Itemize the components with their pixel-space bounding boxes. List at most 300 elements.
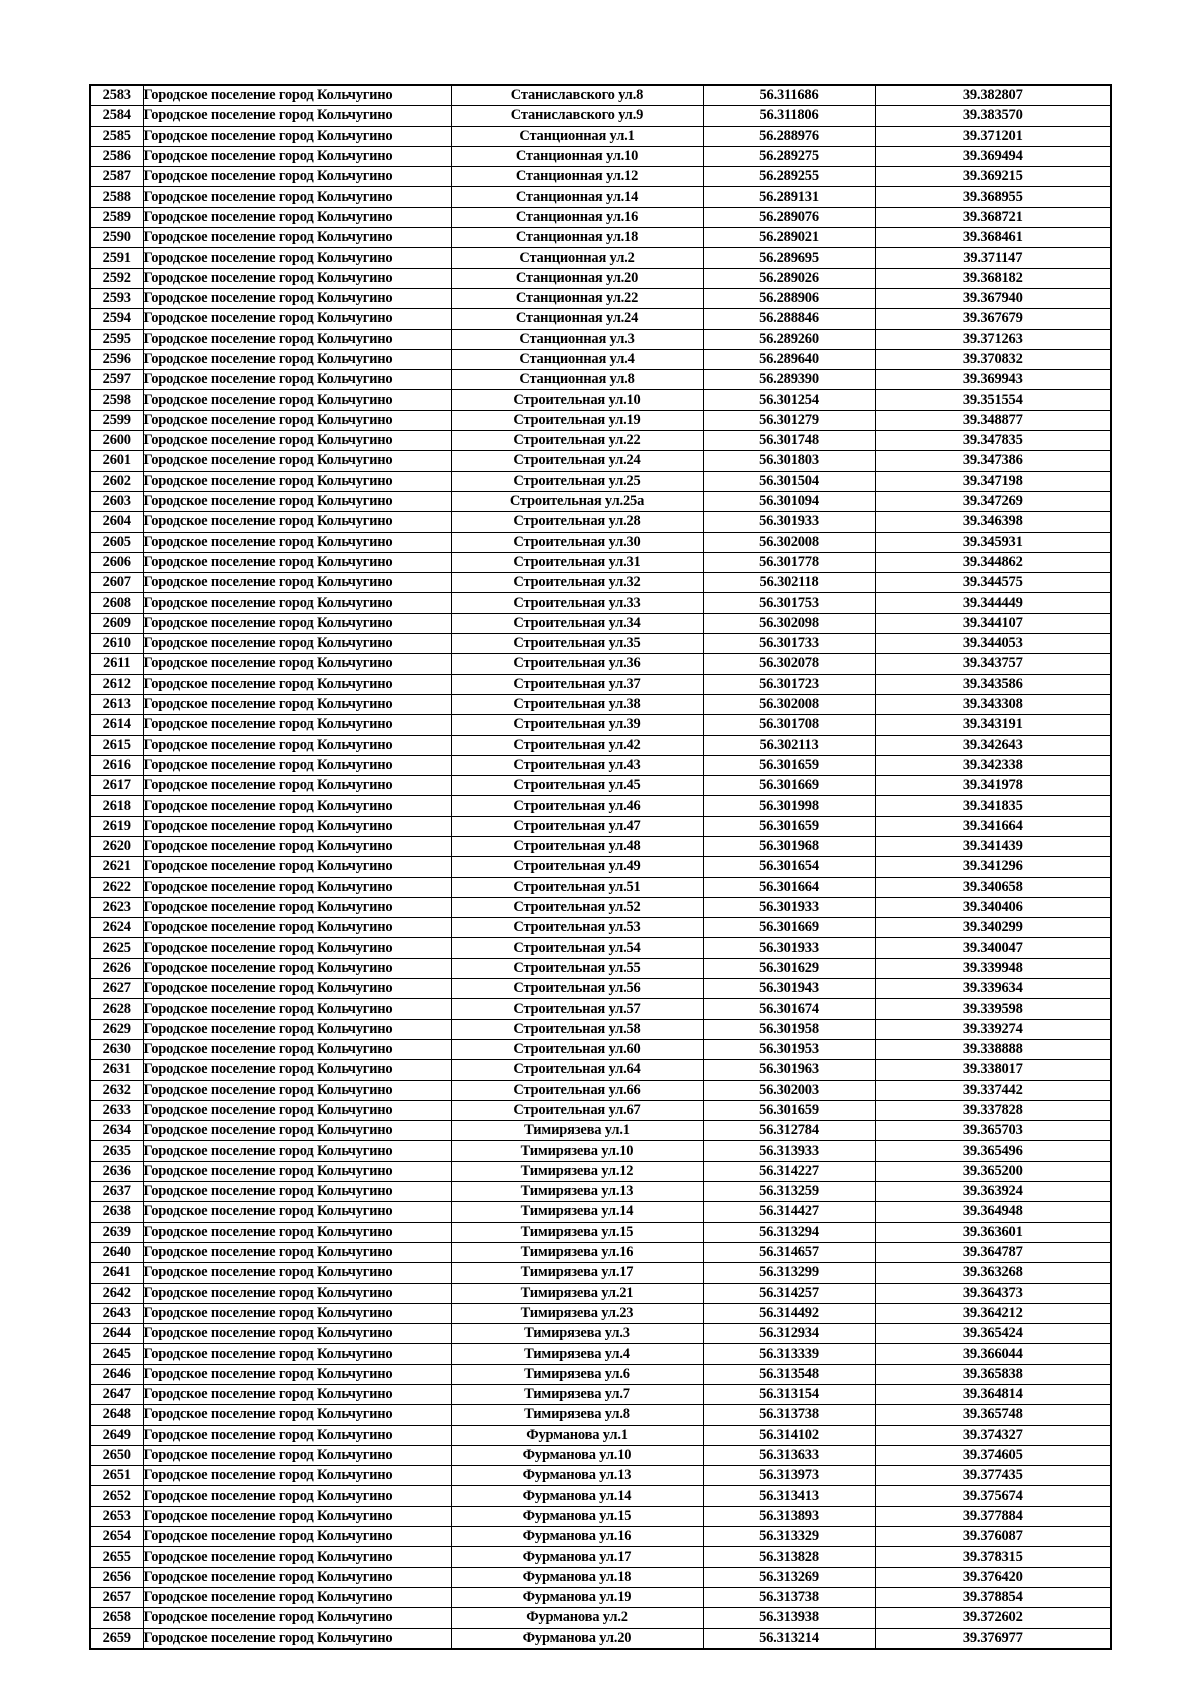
- longitude-cell: 39.341296: [875, 857, 1111, 877]
- table-row: [90, 634, 1111, 654]
- longitude-cell: 39.365748: [875, 1405, 1111, 1425]
- address-cell: Фурманова ул.16: [451, 1527, 703, 1547]
- address-cell: Строительная ул.58: [451, 1019, 703, 1039]
- longitude-cell: 39.374327: [875, 1425, 1111, 1445]
- latitude-cell: 56.312934: [703, 1324, 875, 1344]
- row-number-cell: 2623: [90, 897, 143, 917]
- longitude-cell: 39.342643: [875, 735, 1111, 755]
- row-number-cell: 2643: [90, 1303, 143, 1323]
- table-row: [90, 796, 1111, 816]
- row-number-cell: 2614: [90, 715, 143, 735]
- table-row: [90, 288, 1111, 308]
- latitude-cell: 56.302008: [703, 694, 875, 714]
- settlement-cell: Городское поселение город Кольчугино: [143, 268, 451, 288]
- settlement-cell: Городское поселение город Кольчугино: [143, 1100, 451, 1120]
- longitude-cell: 39.376087: [875, 1527, 1111, 1547]
- table-row: [90, 593, 1111, 613]
- table-row: [90, 1527, 1111, 1547]
- settlement-cell: Городское поселение город Кольчугино: [143, 1222, 451, 1242]
- address-cell: Тимирязева ул.13: [451, 1182, 703, 1202]
- address-cell: Строительная ул.25а: [451, 491, 703, 511]
- settlement-cell: Городское поселение город Кольчугино: [143, 1121, 451, 1141]
- settlement-cell: Городское поселение город Кольчугино: [143, 228, 451, 248]
- address-cell: Станционная ул.14: [451, 187, 703, 207]
- longitude-cell: 39.341439: [875, 836, 1111, 856]
- row-number-cell: 2613: [90, 694, 143, 714]
- longitude-cell: 39.344053: [875, 634, 1111, 654]
- settlement-cell: Городское поселение город Кольчугино: [143, 836, 451, 856]
- settlement-cell: Городское поселение город Кольчугино: [143, 207, 451, 227]
- latitude-cell: 56.289640: [703, 349, 875, 369]
- settlement-cell: Городское поселение город Кольчугино: [143, 410, 451, 430]
- settlement-cell: Городское поселение город Кольчугино: [143, 1466, 451, 1486]
- row-number-cell: 2594: [90, 309, 143, 329]
- row-number-cell: 2634: [90, 1121, 143, 1141]
- row-number-cell: 2615: [90, 735, 143, 755]
- address-cell: Строительная ул.60: [451, 1039, 703, 1059]
- latitude-cell: 56.314427: [703, 1202, 875, 1222]
- longitude-cell: 39.376420: [875, 1567, 1111, 1587]
- latitude-cell: 56.314657: [703, 1242, 875, 1262]
- latitude-cell: 56.302098: [703, 613, 875, 633]
- longitude-cell: 39.340299: [875, 918, 1111, 938]
- table-row: [90, 1100, 1111, 1120]
- address-cell: Тимирязева ул.8: [451, 1405, 703, 1425]
- latitude-cell: 56.301748: [703, 431, 875, 451]
- row-number-cell: 2592: [90, 268, 143, 288]
- address-cell: Строительная ул.43: [451, 755, 703, 775]
- table-row: [90, 1080, 1111, 1100]
- row-number-cell: 2625: [90, 938, 143, 958]
- row-number-cell: 2656: [90, 1567, 143, 1587]
- longitude-cell: 39.341664: [875, 816, 1111, 836]
- address-cell: Тимирязева ул.16: [451, 1242, 703, 1262]
- row-number-cell: 2655: [90, 1547, 143, 1567]
- latitude-cell: 56.313413: [703, 1486, 875, 1506]
- longitude-cell: 39.364948: [875, 1202, 1111, 1222]
- table-row: [90, 776, 1111, 796]
- address-cell: Строительная ул.67: [451, 1100, 703, 1120]
- settlement-cell: Городское поселение город Кольчугино: [143, 309, 451, 329]
- longitude-cell: 39.351554: [875, 390, 1111, 410]
- table-row: [90, 1445, 1111, 1465]
- latitude-cell: 56.313893: [703, 1506, 875, 1526]
- latitude-cell: 56.313214: [703, 1628, 875, 1649]
- latitude-cell: 56.302003: [703, 1080, 875, 1100]
- longitude-cell: 39.344862: [875, 552, 1111, 572]
- longitude-cell: 39.375674: [875, 1486, 1111, 1506]
- row-number-cell: 2652: [90, 1486, 143, 1506]
- row-number-cell: 2628: [90, 999, 143, 1019]
- address-cell: Фурманова ул.19: [451, 1587, 703, 1607]
- settlement-cell: Городское поселение город Кольчугино: [143, 431, 451, 451]
- table-row: [90, 390, 1111, 410]
- row-number-cell: 2603: [90, 491, 143, 511]
- row-number-cell: 2638: [90, 1202, 143, 1222]
- table-row: [90, 552, 1111, 572]
- longitude-cell: 39.337828: [875, 1100, 1111, 1120]
- table-row: [90, 471, 1111, 491]
- row-number-cell: 2633: [90, 1100, 143, 1120]
- address-cell: Станционная ул.1: [451, 126, 703, 146]
- longitude-cell: 39.367940: [875, 288, 1111, 308]
- settlement-cell: Городское поселение город Кольчугино: [143, 288, 451, 308]
- longitude-cell: 39.376977: [875, 1628, 1111, 1649]
- row-number-cell: 2593: [90, 288, 143, 308]
- longitude-cell: 39.371201: [875, 126, 1111, 146]
- settlement-cell: Городское поселение город Кольчугино: [143, 938, 451, 958]
- table-row: [90, 126, 1111, 146]
- table-row: [90, 268, 1111, 288]
- address-cell: Строительная ул.66: [451, 1080, 703, 1100]
- row-number-cell: 2612: [90, 674, 143, 694]
- row-number-cell: 2642: [90, 1283, 143, 1303]
- latitude-cell: 56.313269: [703, 1567, 875, 1587]
- address-cell: Строительная ул.51: [451, 877, 703, 897]
- latitude-cell: 56.301669: [703, 918, 875, 938]
- table-row: [90, 735, 1111, 755]
- row-number-cell: 2610: [90, 634, 143, 654]
- row-number-cell: 2599: [90, 410, 143, 430]
- address-cell: Фурманова ул.17: [451, 1547, 703, 1567]
- address-cell: Тимирязева ул.21: [451, 1283, 703, 1303]
- longitude-cell: 39.365200: [875, 1161, 1111, 1181]
- settlement-cell: Городское поселение город Кольчугино: [143, 552, 451, 572]
- latitude-cell: 56.301958: [703, 1019, 875, 1039]
- longitude-cell: 39.365496: [875, 1141, 1111, 1161]
- longitude-cell: 39.347835: [875, 431, 1111, 451]
- table-row: [90, 1628, 1111, 1649]
- latitude-cell: 56.301733: [703, 634, 875, 654]
- latitude-cell: 56.289390: [703, 370, 875, 390]
- longitude-cell: 39.341978: [875, 776, 1111, 796]
- address-cell: Строительная ул.37: [451, 674, 703, 694]
- table-row: [90, 410, 1111, 430]
- address-cell: Строительная ул.19: [451, 410, 703, 430]
- longitude-cell: 39.363924: [875, 1182, 1111, 1202]
- settlement-cell: Городское поселение город Кольчугино: [143, 1527, 451, 1547]
- settlement-cell: Городское поселение город Кольчугино: [143, 1303, 451, 1323]
- address-cell: Тимирязева ул.1: [451, 1121, 703, 1141]
- table-row: [90, 329, 1111, 349]
- table-row: [90, 1121, 1111, 1141]
- table-row: [90, 431, 1111, 451]
- longitude-cell: 39.339598: [875, 999, 1111, 1019]
- latitude-cell: 56.289076: [703, 207, 875, 227]
- row-number-cell: 2629: [90, 1019, 143, 1039]
- address-cell: Тимирязева ул.7: [451, 1385, 703, 1405]
- latitude-cell: 56.301998: [703, 796, 875, 816]
- address-cell: Строительная ул.31: [451, 552, 703, 572]
- settlement-cell: Городское поселение город Кольчугино: [143, 491, 451, 511]
- table-row: [90, 1405, 1111, 1425]
- row-number-cell: 2624: [90, 918, 143, 938]
- table-row: [90, 1141, 1111, 1161]
- address-cell: Строительная ул.55: [451, 958, 703, 978]
- table-row: [90, 349, 1111, 369]
- row-number-cell: 2659: [90, 1628, 143, 1649]
- address-cell: Станционная ул.10: [451, 146, 703, 166]
- row-number-cell: 2640: [90, 1242, 143, 1262]
- row-number-cell: 2585: [90, 126, 143, 146]
- table-row: [90, 836, 1111, 856]
- longitude-cell: 39.365838: [875, 1364, 1111, 1384]
- latitude-cell: 56.301963: [703, 1060, 875, 1080]
- address-cell: Строительная ул.54: [451, 938, 703, 958]
- settlement-cell: Городское поселение город Кольчугино: [143, 593, 451, 613]
- settlement-cell: Городское поселение город Кольчугино: [143, 877, 451, 897]
- longitude-cell: 39.364373: [875, 1283, 1111, 1303]
- address-cell: Строительная ул.24: [451, 451, 703, 471]
- longitude-cell: 39.347198: [875, 471, 1111, 491]
- row-number-cell: 2650: [90, 1445, 143, 1465]
- address-cell: Станиславского ул.9: [451, 106, 703, 126]
- longitude-cell: 39.369215: [875, 167, 1111, 187]
- latitude-cell: 56.289021: [703, 228, 875, 248]
- row-number-cell: 2654: [90, 1527, 143, 1547]
- settlement-cell: Городское поселение город Кольчугино: [143, 755, 451, 775]
- latitude-cell: 56.301933: [703, 897, 875, 917]
- table-row: [90, 1385, 1111, 1405]
- row-number-cell: 2632: [90, 1080, 143, 1100]
- address-cell: Станционная ул.16: [451, 207, 703, 227]
- row-number-cell: 2600: [90, 431, 143, 451]
- row-number-cell: 2620: [90, 836, 143, 856]
- table-row: [90, 1019, 1111, 1039]
- address-cell: Тимирязева ул.10: [451, 1141, 703, 1161]
- settlement-cell: Городское поселение город Кольчугино: [143, 532, 451, 552]
- row-number-cell: 2584: [90, 106, 143, 126]
- settlement-cell: Городское поселение город Кольчугино: [143, 958, 451, 978]
- row-number-cell: 2598: [90, 390, 143, 410]
- address-cell: Тимирязева ул.12: [451, 1161, 703, 1181]
- longitude-cell: 39.340658: [875, 877, 1111, 897]
- longitude-cell: 39.346398: [875, 512, 1111, 532]
- settlement-cell: Городское поселение город Кольчугино: [143, 1628, 451, 1649]
- address-cell: Станционная ул.24: [451, 309, 703, 329]
- address-cell: Фурманова ул.15: [451, 1506, 703, 1526]
- longitude-cell: 39.377884: [875, 1506, 1111, 1526]
- table-row: [90, 1039, 1111, 1059]
- latitude-cell: 56.311806: [703, 106, 875, 126]
- longitude-cell: 39.343191: [875, 715, 1111, 735]
- table-row: [90, 1344, 1111, 1364]
- address-cell: Станционная ул.12: [451, 167, 703, 187]
- row-number-cell: 2653: [90, 1506, 143, 1526]
- longitude-cell: 39.368182: [875, 268, 1111, 288]
- table-row: [90, 146, 1111, 166]
- table-row: [90, 1567, 1111, 1587]
- address-cell: Станционная ул.18: [451, 228, 703, 248]
- longitude-cell: 39.363268: [875, 1263, 1111, 1283]
- latitude-cell: 56.302118: [703, 573, 875, 593]
- latitude-cell: 56.313973: [703, 1466, 875, 1486]
- address-cell: Строительная ул.10: [451, 390, 703, 410]
- address-cell: Строительная ул.42: [451, 735, 703, 755]
- table-row: [90, 1364, 1111, 1384]
- longitude-cell: 39.369943: [875, 370, 1111, 390]
- table-row: [90, 999, 1111, 1019]
- latitude-cell: 56.301654: [703, 857, 875, 877]
- row-number-cell: 2639: [90, 1222, 143, 1242]
- latitude-cell: 56.313259: [703, 1182, 875, 1202]
- address-cell: Станционная ул.4: [451, 349, 703, 369]
- settlement-cell: Городское поселение город Кольчугино: [143, 1547, 451, 1567]
- address-cell: Фурманова ул.2: [451, 1608, 703, 1628]
- longitude-cell: 39.368955: [875, 187, 1111, 207]
- table-row: [90, 877, 1111, 897]
- latitude-cell: 56.313738: [703, 1587, 875, 1607]
- longitude-cell: 39.342338: [875, 755, 1111, 775]
- settlement-cell: Городское поселение город Кольчугино: [143, 1587, 451, 1607]
- row-number-cell: 2589: [90, 207, 143, 227]
- latitude-cell: 56.302078: [703, 654, 875, 674]
- longitude-cell: 39.372602: [875, 1608, 1111, 1628]
- address-cell: Строительная ул.33: [451, 593, 703, 613]
- row-number-cell: 2658: [90, 1608, 143, 1628]
- address-cell: Строительная ул.28: [451, 512, 703, 532]
- longitude-cell: 39.371263: [875, 329, 1111, 349]
- latitude-cell: 56.289260: [703, 329, 875, 349]
- row-number-cell: 2618: [90, 796, 143, 816]
- settlement-cell: Городское поселение город Кольчугино: [143, 1324, 451, 1344]
- settlement-cell: Городское поселение город Кольчугино: [143, 897, 451, 917]
- address-cell: Строительная ул.49: [451, 857, 703, 877]
- table-row: [90, 187, 1111, 207]
- table-row: [90, 979, 1111, 999]
- settlement-cell: Городское поселение город Кольчугино: [143, 329, 451, 349]
- row-number-cell: 2644: [90, 1324, 143, 1344]
- row-number-cell: 2586: [90, 146, 143, 166]
- latitude-cell: 56.301803: [703, 451, 875, 471]
- latitude-cell: 56.289131: [703, 187, 875, 207]
- latitude-cell: 56.301669: [703, 776, 875, 796]
- table-row: [90, 654, 1111, 674]
- row-number-cell: 2647: [90, 1385, 143, 1405]
- address-cell: Тимирязева ул.4: [451, 1344, 703, 1364]
- table-row: [90, 1425, 1111, 1445]
- address-cell: Фурманова ул.14: [451, 1486, 703, 1506]
- address-cell: Тимирязева ул.17: [451, 1263, 703, 1283]
- settlement-cell: Городское поселение город Кольчугино: [143, 694, 451, 714]
- longitude-cell: 39.382807: [875, 85, 1111, 106]
- address-cell: Строительная ул.53: [451, 918, 703, 938]
- latitude-cell: 56.288846: [703, 309, 875, 329]
- row-number-cell: 2617: [90, 776, 143, 796]
- latitude-cell: 56.301504: [703, 471, 875, 491]
- row-number-cell: 2604: [90, 512, 143, 532]
- row-number-cell: 2609: [90, 613, 143, 633]
- settlement-cell: Городское поселение город Кольчугино: [143, 634, 451, 654]
- row-number-cell: 2627: [90, 979, 143, 999]
- table-row: [90, 938, 1111, 958]
- row-number-cell: 2608: [90, 593, 143, 613]
- longitude-cell: 39.364787: [875, 1242, 1111, 1262]
- row-number-cell: 2646: [90, 1364, 143, 1384]
- address-cell: Строительная ул.64: [451, 1060, 703, 1080]
- longitude-cell: 39.378315: [875, 1547, 1111, 1567]
- address-cell: Строительная ул.52: [451, 897, 703, 917]
- address-cell: Станционная ул.8: [451, 370, 703, 390]
- latitude-cell: 56.301659: [703, 1100, 875, 1120]
- settlement-cell: Городское поселение город Кольчугино: [143, 1283, 451, 1303]
- latitude-cell: 56.289255: [703, 167, 875, 187]
- latitude-cell: 56.311686: [703, 85, 875, 106]
- table-row: [90, 451, 1111, 471]
- address-cell: Строительная ул.45: [451, 776, 703, 796]
- latitude-cell: 56.301933: [703, 512, 875, 532]
- row-number-cell: 2649: [90, 1425, 143, 1445]
- longitude-cell: 39.339948: [875, 958, 1111, 978]
- latitude-cell: 56.289275: [703, 146, 875, 166]
- settlement-cell: Городское поселение город Кольчугино: [143, 1405, 451, 1425]
- settlement-cell: Городское поселение город Кольчугино: [143, 735, 451, 755]
- latitude-cell: 56.302008: [703, 532, 875, 552]
- row-number-cell: 2621: [90, 857, 143, 877]
- settlement-cell: Городское поселение город Кольчугино: [143, 1445, 451, 1465]
- row-number-cell: 2601: [90, 451, 143, 471]
- settlement-cell: Городское поселение город Кольчугино: [143, 918, 451, 938]
- settlement-cell: Городское поселение город Кольчугино: [143, 512, 451, 532]
- address-cell: Станционная ул.2: [451, 248, 703, 268]
- latitude-cell: 56.301778: [703, 552, 875, 572]
- settlement-cell: Городское поселение город Кольчугино: [143, 857, 451, 877]
- settlement-cell: Городское поселение город Кольчугино: [143, 979, 451, 999]
- table-row: [90, 1608, 1111, 1628]
- settlement-cell: Городское поселение город Кольчугино: [143, 674, 451, 694]
- row-number-cell: 2611: [90, 654, 143, 674]
- table-row: [90, 897, 1111, 917]
- address-cell: Строительная ул.30: [451, 532, 703, 552]
- address-cell: Строительная ул.38: [451, 694, 703, 714]
- settlement-cell: Городское поселение город Кольчугино: [143, 126, 451, 146]
- settlement-cell: Городское поселение город Кольчугино: [143, 776, 451, 796]
- address-cell: Станционная ул.20: [451, 268, 703, 288]
- table-row: [90, 1222, 1111, 1242]
- settlement-cell: Городское поселение город Кольчугино: [143, 167, 451, 187]
- longitude-cell: 39.365424: [875, 1324, 1111, 1344]
- latitude-cell: 56.314492: [703, 1303, 875, 1323]
- table-row: [90, 674, 1111, 694]
- latitude-cell: 56.301753: [703, 593, 875, 613]
- address-cell: Строительная ул.25: [451, 471, 703, 491]
- settlement-cell: Городское поселение город Кольчугино: [143, 1141, 451, 1161]
- table-row: [90, 1324, 1111, 1344]
- latitude-cell: 56.301254: [703, 390, 875, 410]
- address-cell: Фурманова ул.13: [451, 1466, 703, 1486]
- settlement-cell: Городское поселение город Кольчугино: [143, 573, 451, 593]
- longitude-cell: 39.345931: [875, 532, 1111, 552]
- row-number-cell: 2602: [90, 471, 143, 491]
- row-number-cell: 2622: [90, 877, 143, 897]
- row-number-cell: 2651: [90, 1466, 143, 1486]
- latitude-cell: 56.289026: [703, 268, 875, 288]
- settlement-cell: Городское поселение город Кольчугино: [143, 1161, 451, 1181]
- table-row: [90, 491, 1111, 511]
- latitude-cell: 56.313548: [703, 1364, 875, 1384]
- settlement-cell: Городское поселение город Кольчугино: [143, 451, 451, 471]
- settlement-cell: Городское поселение город Кольчугино: [143, 248, 451, 268]
- longitude-cell: 39.365703: [875, 1121, 1111, 1141]
- table-row: [90, 532, 1111, 552]
- table-row: [90, 1161, 1111, 1181]
- row-number-cell: 2635: [90, 1141, 143, 1161]
- address-cell: Тимирязева ул.14: [451, 1202, 703, 1222]
- longitude-cell: 39.338888: [875, 1039, 1111, 1059]
- address-cell: Станиславского ул.8: [451, 85, 703, 106]
- latitude-cell: 56.312784: [703, 1121, 875, 1141]
- row-number-cell: 2588: [90, 187, 143, 207]
